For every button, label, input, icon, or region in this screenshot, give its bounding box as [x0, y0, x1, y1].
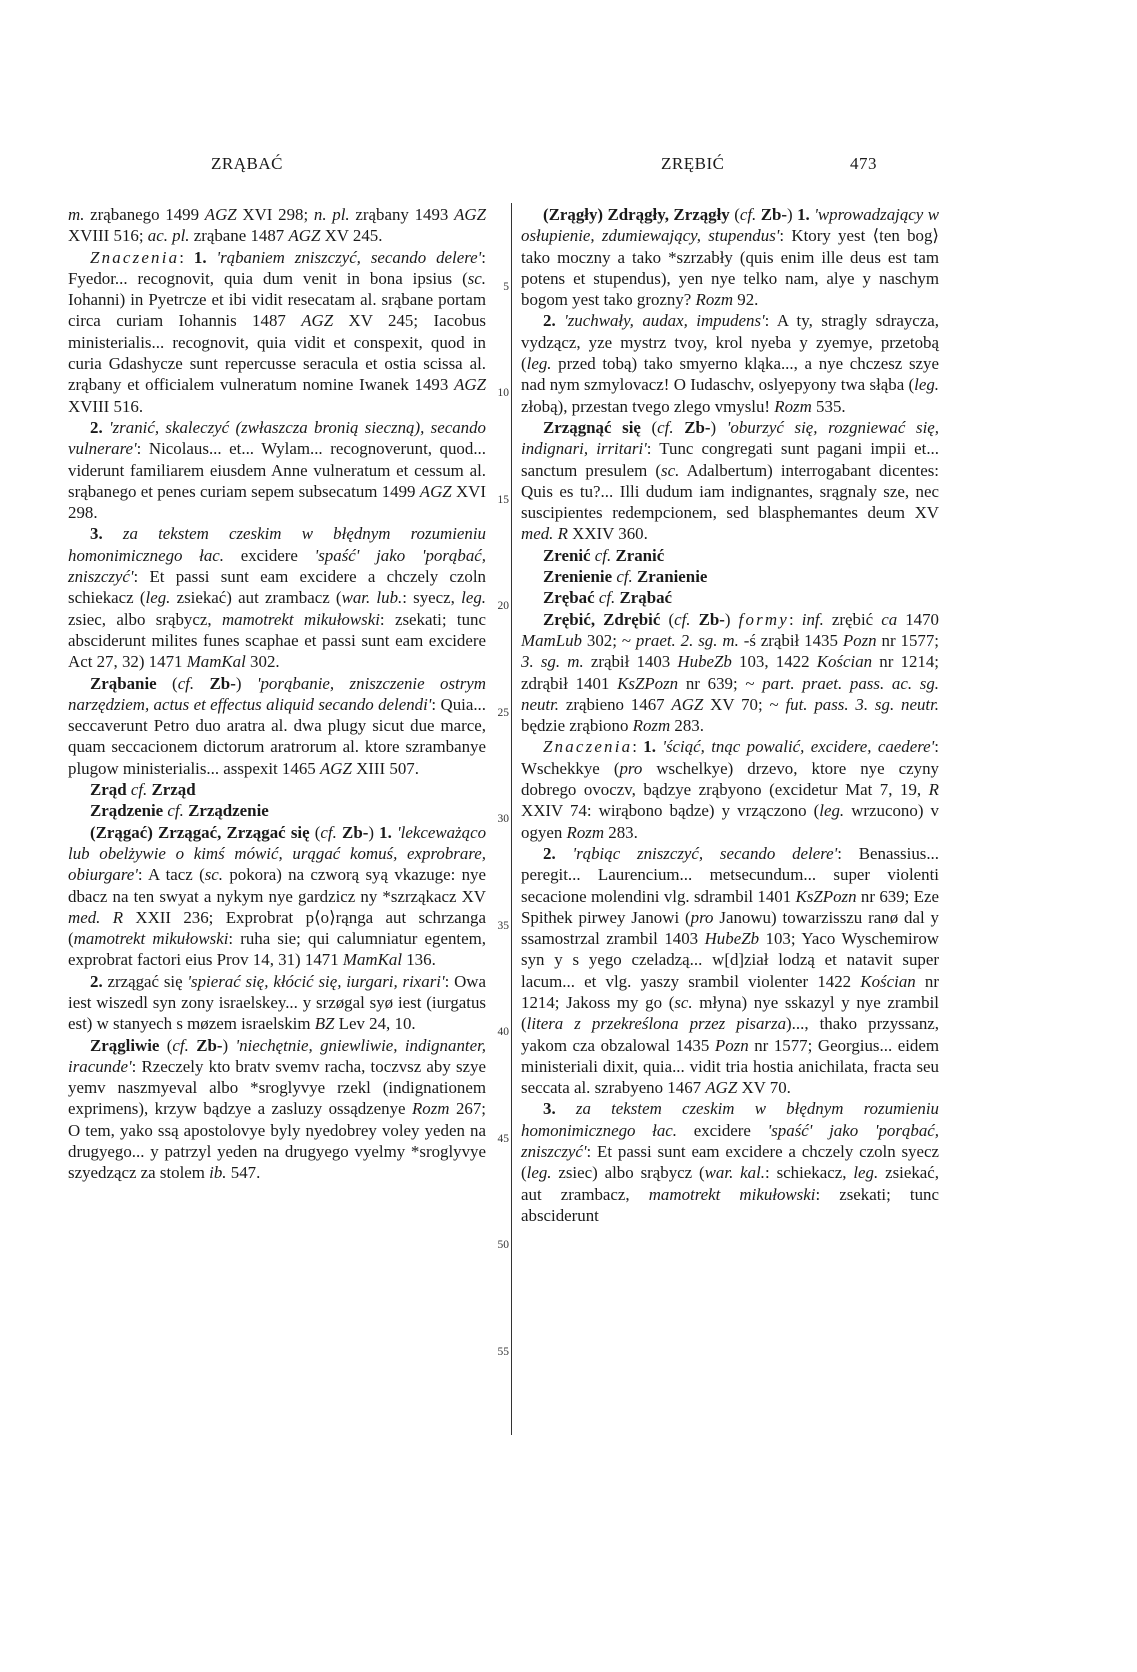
entry-paragraph: Znaczenia: 1. 'rąbaniem zniszczyć, secando delere': Fyedor... recognovit, quia dum venit in bona ipsius (sc. Iohanni) in Pyetrcze et ibi vidit resecatam al. srąbane portam circa curiam Iohannis 1487 AGZ XV 245; Iacobus ministerialis... recognovit, quia vidit et conspexit, quod in curia Gdashycze sunt repercusse seracula et ostia scissa al. zrąbany et officialem vulneratum nomine Iwanek 1493 AGZ XVIII 516. — [68, 247, 486, 416]
entry-paragraph: (Zrągły) Zdrągły, Zrzągły (cf. Zb-) 1. 'wprowadzający w osłupienie, zdumiewający, stupendus': Ktory yest ⟨ten bog⟩ tako moczny a tako *szrzabły (quis enim ille deus est tam potens et stupendus), yen nye telko nam, alye y naschym bogom yest tako grozny? Rozm 92. — [521, 205, 939, 310]
line-number: 5 — [503, 281, 509, 293]
entry-paragraph: Zrąbanie (cf. Zb-) 'porąbanie, zniszczenie ostrym narzędziem, actus et effectus aliquid secando delendi': Quia... seccaverunt Petro duo aratra al. dwa plugy sicut due marce, quam seccacionem dictorum aratrorum al. ktore szrambanye plugow ministerialis... asspexit 1465 AGZ XIII 507. — [68, 673, 486, 778]
line-number: 55 — [497, 1346, 509, 1358]
right-column — [521, 204, 939, 1226]
entry-paragraph: 2. 'zuchwały, audax, impudens': A ty, stragly sdraycza, vydząсz, yze mystrz tvoy, krol nyeba y zyemye, przetobą (leg. przed tobą) tako smyerno kląka..., a nye chczesz szye nad nym szmylovacz! O Iudaschv, oslyepyony twa słąba (leg. złobą), przestan tvego zlego vmyslu! Rozm 535. — [521, 311, 939, 416]
line-number: 50 — [497, 1239, 509, 1251]
line-number: 20 — [497, 600, 509, 612]
entry-paragraph: 2. zrzągać się 'spierać się, kłócić się, iurgari, rixari': Owa iest wiszedl syn zony israelskey... y srzøgal syø iest (iurgatus est) w stanyech s møzem israelskim BZ Lev 24, 10. — [68, 971, 486, 1034]
line-number: 35 — [497, 920, 509, 932]
line-number: 25 — [497, 707, 509, 719]
line-number: 45 — [497, 1133, 509, 1145]
line-number: 40 — [497, 1026, 509, 1038]
line-number: 10 — [497, 387, 509, 399]
entry-paragraph: Zrągliwie (cf. Zb-) 'niechętnie, gniewliwie, indignanter, iracunde': Rzeczely kto bratv svemv racha, toczvsz aby szye yemv naszmyeval albo *sroglyvye rzekl (indignationem exprimens), krzyw bądzye a zasluzy ossądzenye Rozm 267; O tem, yako ssą apostolovye byly nyedobrey voley yeden na drugyego... y patrzyl yeden na drugyego vyelmy *sroglyvye szyedzącz za stolem ib. 547. — [68, 1035, 486, 1183]
entry-paragraph: 3. za tekstem czeskim w błędnym rozumieniu homonimicznego łac. excidere 'spaść' jako 'porąbać, zniszczyć': Et passi sunt eam excidere a chczely czoln syecz (leg. zsiec) albo srąbycz (war. kal.: schiekacz, leg. zsiekać, aut zrambacz, mamotrekt mikułowski: zsekati; tunc absciderunt — [521, 1099, 939, 1225]
entry-paragraph: m. zrąbanego 1499 AGZ XVI 298; n. pl. zrąbany 1493 AGZ XVIII 516; ac. pl. zrąbane 1487 AGZ XV 245. — [68, 205, 486, 246]
entry-paragraph: (Zrągać) Zrzągać, Zrzągać się (cf. Zb-) 1. 'lekceważąco lub obelżywie o kimś mówić, urągać komuś, exprobrare, obiurgare': A tacz (sc. pokora) na czworą syą vkazuge: nye dbacz na ten swyat a nykym nye gardzicz ny *szrząkacz XV med. R XXII 236; Exprobrat p⟨o⟩rąnga aut schrzanga (mamotrekt mikułowski: ruha sie; qui calumniatur egentem, exprobrat factori eius Prov 14, 31) 1471 MamKal 136. — [68, 822, 487, 970]
entry-paragraph: Zrądzenie cf. Zrządzenie — [90, 801, 269, 821]
left-column — [68, 204, 486, 1184]
page-number: 473 — [850, 154, 877, 173]
running-head-left: ZRĄBAĆ — [211, 154, 283, 173]
line-number: 15 — [497, 494, 509, 506]
entry-paragraph: Zrenienie cf. Zranienie — [543, 567, 708, 587]
entry-paragraph: Zrzągnąć się (cf. Zb-) 'oburzyć się, rozgniewać się, indignari, irritari': Tunc congregati sunt pagani impii et... sanctum presulem (sc. Adalbertum) interrogabant dicentes: Quis es tu?... Illi dudum iam indignantes, srągnaly sze, nec suscipientes redempcionem, sed blasphemantes deum XV med. R XXIV 360. — [521, 417, 939, 544]
column-divider — [511, 203, 512, 1435]
entry-paragraph: Zrębić, Zdrębić (cf. Zb-) formy: inf. zrębić ca 1470 MamLub 302; ~ praet. 2. sg. m. -ś zrąbił 1435 Pozn nr 1577; 3. sg. m. zrąbił 1403 HubeZb 103, 1422 Kościan nr 1214; zdrąbił 1401 KsZPozn nr 639; ~ part. praet. pass. ac. sg. neutr. zrąbieno 1467 AGZ XV 70; ~ fut. pass. 3. sg. neutr. będzie zrąbiono Rozm 283. — [521, 609, 940, 736]
entry-paragraph: 3. za tekstem czeskim w błędnym rozumieniu homonimicznego łac. excidere 'spaść' jako 'porąbać, zniszczyć': Et passi sunt eam excidere a chczely czoln schiekacz (leg. zsiekać) aut zrambacz (war. lub.: syecz, leg. zsiec, albo srąbycz, mamotrekt mikułowski: zsekati; tunc absciderunt milites funes scaphae et passi sunt eam excidere Act 27, 32) 1471 MamKal 302. — [68, 524, 486, 672]
entry-paragraph: 2. 'zranić, skaleczyć (zwłaszcza bronią sieczną), secando vulnerare': Nicolaus... et... Wylam... recognoverunt, quod... viderunt familiarem eiusdem Anne vulneratum et cessum al. srąbanego et penes curiam sepem subsecatum 1499 AGZ XVI 298. — [68, 417, 487, 523]
entry-paragraph: Zrąd cf. Zrząd — [90, 780, 196, 800]
line-number: 30 — [497, 813, 509, 825]
entry-paragraph: 2. 'rąbiąc zniszczyć, secando delere': Benassius... peregit... Laurencium... metsecundum... super violenti secacione molendini vlg. sdrambil 1401 KsZPozn nr 639; Eze Spithek pirwey Janowi (pro Janowu) towarzisszu ranø dal y ssamostrzal zrambil 1403 HubeZb 103; Yaco Wyschemirow syn y s yego czeladzą... w[d]ział lodzą et natavit super lacum... et vlg. yaszy srambil violenter 1422 Kościan nr 1214; Jakoss my go (sc. młyna) nye sskazyl y nye zrambil (litera z przekreślona przez pisarza)..., thako przyssanz, yakom cza obzalowal 1435 Pozn nr 1577; Georgius... eidem ministeriali dixit, quia... vidit tria hostia anichilata, fracta seu seccata al. szrabyeno 1467 AGZ XV 70. — [521, 843, 940, 1098]
entry-paragraph: Zrenić cf. Zranić — [543, 545, 665, 565]
entry-paragraph: Znaczenia: 1. 'ściąć, tnąc powalić, excidere, caedere': Wschekkye (pro wschelkye) drzevo, ktore nye czyny dobrego ovoczv, bądzye zrąbyono (excidetur Mat 7, 19, R XXIV 74: wirąbono bądze) y vrząсzono (leg. wrzucono) v ogyen Rozm 283. — [521, 737, 939, 842]
running-head-right: ZRĘBIĆ — [661, 154, 725, 173]
entry-paragraph: Zrębać cf. Zrąbać — [543, 588, 673, 608]
